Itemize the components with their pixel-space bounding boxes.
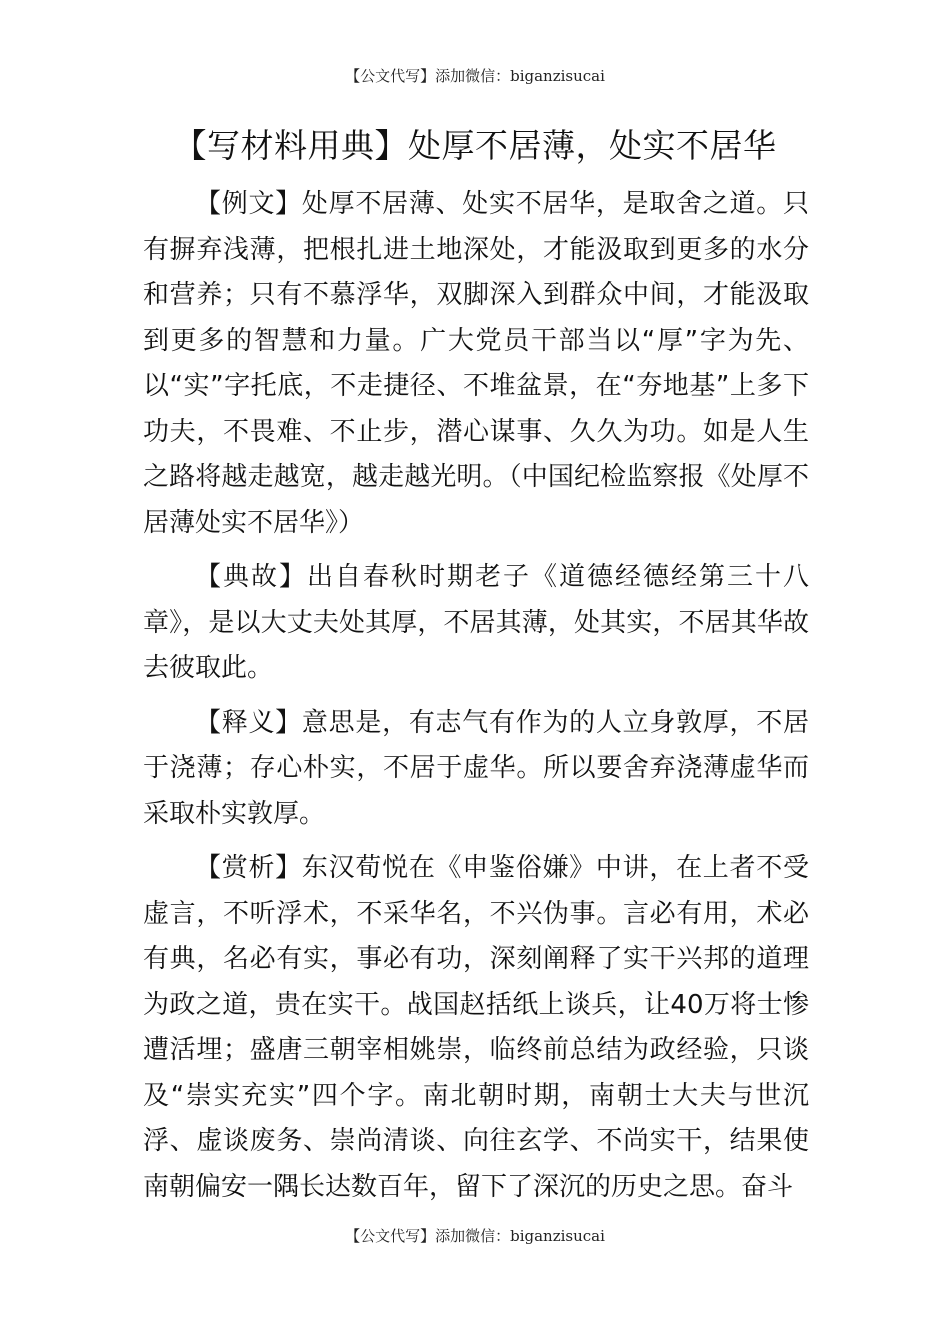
- paragraph-interpretation: 【释义】意思是，有志气有作为的人立身敦厚，不居于浇薄；存心朴实，不居于虚华。所以要舍弃浇薄虚华而采取朴实敦厚。: [143, 707, 809, 829]
- paragraph-allusion: 【典故】出自春秋时期老子《道德经德经第三十八章》，是以大丈夫处其厚，不居其薄，处其实，不居其华故去彼取此。: [143, 562, 809, 683]
- document-title: 【写材料用典】处厚不居薄，处实不居华: [173, 126, 777, 165]
- paragraph-example: 【例文】处厚不居薄、处实不居华，是取舍之道。只有摒弃浅薄，把根扎进土地深处，才能汲取到更多的水分和营养；只有不慕浮华，双脚深入到群众中间，才能汲取到更多的智慧和力量。广大党员干部当以“厚”字为先、以“实”字托底，不走捷径、不堆盆景，在“夯地基”上多下功夫，不畏难、不止步，潜心谋事、久久为功。如是人生之路将越走越宽，越走越光明。（中国纪检监察报《处厚不居薄处实不居华》）: [143, 189, 809, 538]
- footer-watermark-note: 【公文代写】添加微信：biganzisucai: [345, 1227, 605, 1245]
- paragraph-appreciation: 【赏析】东汉荀悦在《申鉴俗嫌》中讲，在上者不受虚言，不听浮术，不采华名，不兴伪事。言必有用，术必有典，名必有实，事必有功，深刻阐释了实干兴邦的道理为政之道，贵在实干。战国赵括纸上谈兵，让40万将士惨遭活埋；盛唐三朝宰相姚崇，临终前总结为政经验，只谈及“崇实充实”四个字。南北朝时期，南朝士大夫与世沉浮、虚谈废务、崇尚清谈、向往玄学、不尚实干，结果使南朝偏安一隅长达数百年，留下了深沉的历史之思。奋斗: [143, 853, 809, 1202]
- header-watermark-note: 【公文代写】添加微信：biganzisucai: [345, 67, 605, 85]
- document-body: [143, 182, 809, 1219]
